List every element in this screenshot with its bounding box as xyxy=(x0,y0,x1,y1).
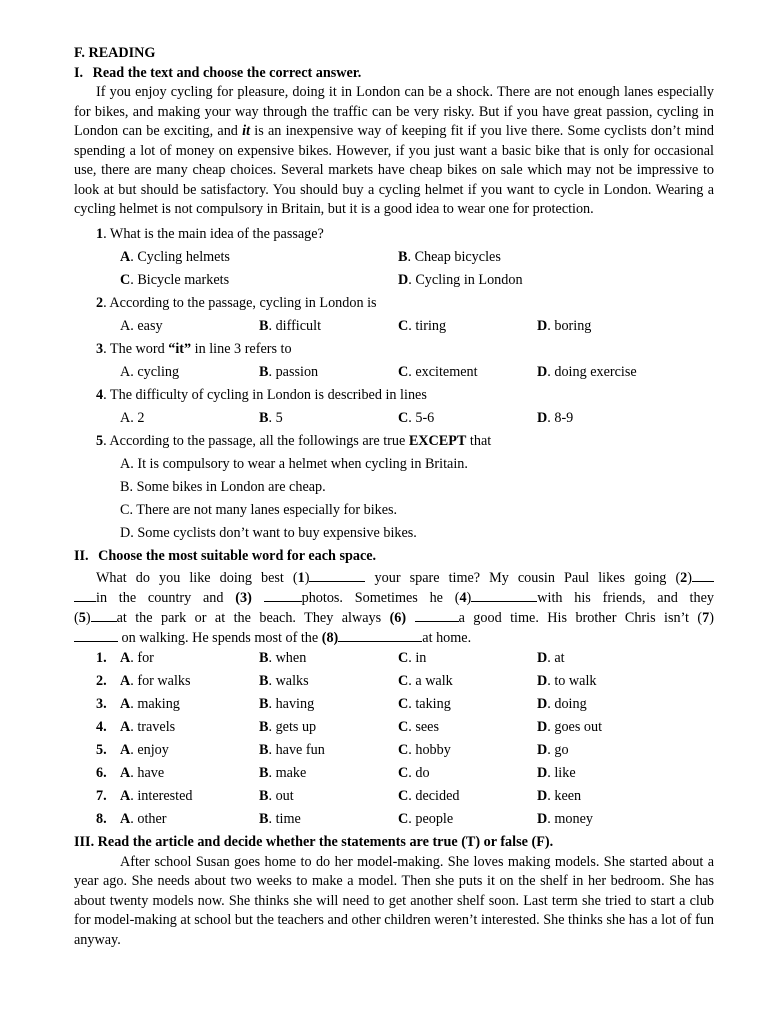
option-d[interactable]: D. Some cyclists don’t want to buy expensive bikes. xyxy=(120,524,417,541)
option-b[interactable]: B. have fun xyxy=(259,741,325,758)
option-c[interactable]: C. a walk xyxy=(398,672,453,689)
cloze-item-row xyxy=(74,762,714,785)
question-3: 3. The word “it” in line 3 refers to xyxy=(96,340,292,357)
option-d[interactable]: D. goes out xyxy=(537,718,603,735)
question-number: 3 xyxy=(96,340,104,357)
option-d[interactable]: D. keen xyxy=(537,787,582,804)
option-b[interactable]: B. out xyxy=(259,787,294,804)
part1-passage xyxy=(74,83,714,220)
question-number: 4 xyxy=(96,386,104,403)
cloze-item-row xyxy=(74,716,714,739)
option-d[interactable]: D. 8-9 xyxy=(537,409,574,426)
question-text: . What is the main idea of the passage? xyxy=(103,225,324,242)
question-number: 2 xyxy=(96,294,104,311)
option-c[interactable]: C. hobby xyxy=(398,741,451,758)
option-b[interactable]: B. walks xyxy=(259,672,309,689)
option-c[interactable]: C. tiring xyxy=(398,317,447,334)
option-b[interactable]: B. gets up xyxy=(259,718,317,735)
option-c[interactable]: C. do xyxy=(398,764,430,781)
cloze-item-row xyxy=(74,693,714,716)
option-a[interactable]: A. interested xyxy=(120,787,193,804)
question-2 xyxy=(74,292,714,315)
q4-options xyxy=(74,407,714,430)
worksheet-page xyxy=(74,44,714,950)
option-c[interactable]: C. in xyxy=(398,649,427,666)
question-number: 5 xyxy=(96,432,104,449)
q1-options-row1 xyxy=(74,246,714,269)
question-4 xyxy=(74,384,714,407)
option-b[interactable]: B. 5 xyxy=(259,409,283,426)
cloze-item-row xyxy=(74,808,714,831)
passage-it: it xyxy=(242,123,251,139)
item-number: 1. xyxy=(96,649,107,666)
question-1 xyxy=(74,223,714,246)
option-a[interactable]: A. for xyxy=(120,649,154,666)
option-b[interactable]: B. Cheap bicycles xyxy=(398,248,501,265)
option-c[interactable]: C. people xyxy=(398,810,454,827)
option-c[interactable]: C. excitement xyxy=(398,363,478,380)
question-text: . According to the passage, cycling in London is xyxy=(103,294,377,311)
option-b[interactable]: B. when xyxy=(259,649,307,666)
blank-2a[interactable] xyxy=(692,567,714,582)
blank-3[interactable] xyxy=(264,587,302,602)
option-d[interactable]: D. like xyxy=(537,764,576,781)
q3-options xyxy=(74,361,714,384)
option-d[interactable]: D. doing exercise xyxy=(537,363,637,380)
cloze-item-row xyxy=(74,670,714,693)
option-a[interactable]: A. for walks xyxy=(120,672,191,689)
option-a[interactable]: A. easy xyxy=(120,317,163,334)
item-number: 4. xyxy=(96,718,107,735)
option-a[interactable]: A. cycling xyxy=(120,363,180,380)
blank-1[interactable] xyxy=(309,567,365,582)
section-title: F. READING xyxy=(74,45,156,61)
option-b[interactable]: B. time xyxy=(259,810,301,827)
part3-passage: After school Susan goes home to do her model-making. She loves making models. She started about a year ago. She needs about two weeks to make a model. Then she puts it on the shelf in her bedroom. She has about twenty models now. She thinks she will need to get another shelf soon. Last term she tried to start a club for model-making at school but the teachers and other children weren’t interested. She thinks she has a lot of fun anyway. xyxy=(74,853,714,948)
option-d[interactable]: D. Cycling in London xyxy=(398,271,523,288)
item-number: 8. xyxy=(96,810,107,827)
cloze-line-4: on walking. He spends most of the (8) at home. xyxy=(74,627,714,647)
part1-heading-num: I. xyxy=(74,64,84,81)
blank-4[interactable] xyxy=(471,587,537,602)
option-a[interactable]: A. enjoy xyxy=(120,741,169,758)
part2-heading-text: Choose the most suitable word for each space. xyxy=(98,547,377,564)
option-d[interactable]: D. go xyxy=(537,741,569,758)
blank-2b[interactable] xyxy=(74,587,96,602)
part1-heading xyxy=(74,64,714,84)
blank-8[interactable] xyxy=(338,627,422,642)
item-number: 2. xyxy=(96,672,107,689)
part2-heading xyxy=(74,545,714,567)
cloze-line-3: (5) at the park or at the beach. They always (6) a good time. His brother Chris isn’t (7) xyxy=(74,607,714,627)
option-a[interactable]: A. 2 xyxy=(120,409,145,426)
option-c[interactable]: C. There are not many lanes especially for bikes. xyxy=(120,501,398,518)
blank-7[interactable] xyxy=(74,627,118,642)
option-a[interactable]: A. travels xyxy=(120,718,176,735)
cloze-line-1: What do you like doing best (1) your spare time? My cousin Paul likes going (2) xyxy=(74,567,714,587)
option-d[interactable]: D. money xyxy=(537,810,593,827)
option-c[interactable]: C. sees xyxy=(398,718,439,735)
option-d[interactable]: D. to walk xyxy=(537,672,597,689)
part3-heading: III. Read the article and decide whether the statements are true (T) or false (F). xyxy=(74,833,554,850)
option-b[interactable]: B. having xyxy=(259,695,315,712)
option-b[interactable]: B. passion xyxy=(259,363,319,380)
cloze-item-row xyxy=(74,785,714,808)
item-number: 6. xyxy=(96,764,107,781)
cloze-line-2: in the country and (3) photos. Sometimes he (4) with his friends, and they xyxy=(74,587,714,607)
passage-text-a: If you enjoy cycling for pleasure, doing it in London can be a shock. There are not enough lanes especially for bikes, and making your way through the traffic can be very risky. But if you have great passion, cycling in London can be exciting, and xyxy=(74,84,714,139)
option-d[interactable]: D. boring xyxy=(537,317,592,334)
question-number: 1 xyxy=(96,225,104,242)
question-text: . The difficulty of cycling in London is described in lines xyxy=(103,386,427,403)
option-c[interactable]: C. Bicycle markets xyxy=(120,271,230,288)
option-c[interactable]: C. taking xyxy=(398,695,451,712)
cloze-item-row xyxy=(74,739,714,762)
option-c[interactable]: C. decided xyxy=(398,787,460,804)
item-number: 7. xyxy=(96,787,107,804)
option-a[interactable]: A. It is compulsory to wear a helmet when cycling in Britain. xyxy=(120,455,468,472)
item-number: 3. xyxy=(96,695,107,712)
option-a[interactable]: A. Cycling helmets xyxy=(120,248,230,265)
blank-6[interactable] xyxy=(415,607,459,622)
option-d[interactable]: D. doing xyxy=(537,695,587,712)
option-b[interactable]: B. make xyxy=(259,764,307,781)
option-b[interactable]: B. Some bikes in London are cheap. xyxy=(120,478,326,495)
part1-heading-text: Read the text and choose the correct answer. xyxy=(92,64,362,81)
option-a[interactable]: A. making xyxy=(120,695,180,712)
blank-5[interactable] xyxy=(91,607,117,622)
question-5: 5. According to the passage, all the followings are true EXCEPT that xyxy=(96,432,492,449)
passage-text-b: is an inexpensive way of keeping fit if you live there. Some cyclists don’t mind spending a lot of money on expensive bikes. However, if you just want a basic bike that is only for occasional use, there are many cheap choices. Several markets have cheap bikes on sale which may not be impressive to look at but should be satisfactory. You should buy a cycling helmet if you want to cycle in London. Wearing a cycling helmet is not compulsory in Britain, but it is a good idea to wear one for protection. xyxy=(74,123,714,217)
option-c[interactable]: C. 5-6 xyxy=(398,409,435,426)
item-number: 5. xyxy=(96,741,107,758)
cloze-item-row xyxy=(74,647,714,670)
option-d[interactable]: D. at xyxy=(537,649,565,666)
q1-options-row2 xyxy=(74,269,714,292)
option-a[interactable]: A. have xyxy=(120,764,165,781)
q2-options xyxy=(74,315,714,338)
option-b[interactable]: B. difficult xyxy=(259,317,322,334)
part2-heading-num: II. xyxy=(74,547,89,564)
option-a[interactable]: A. other xyxy=(120,810,167,827)
cloze-options xyxy=(74,647,714,831)
